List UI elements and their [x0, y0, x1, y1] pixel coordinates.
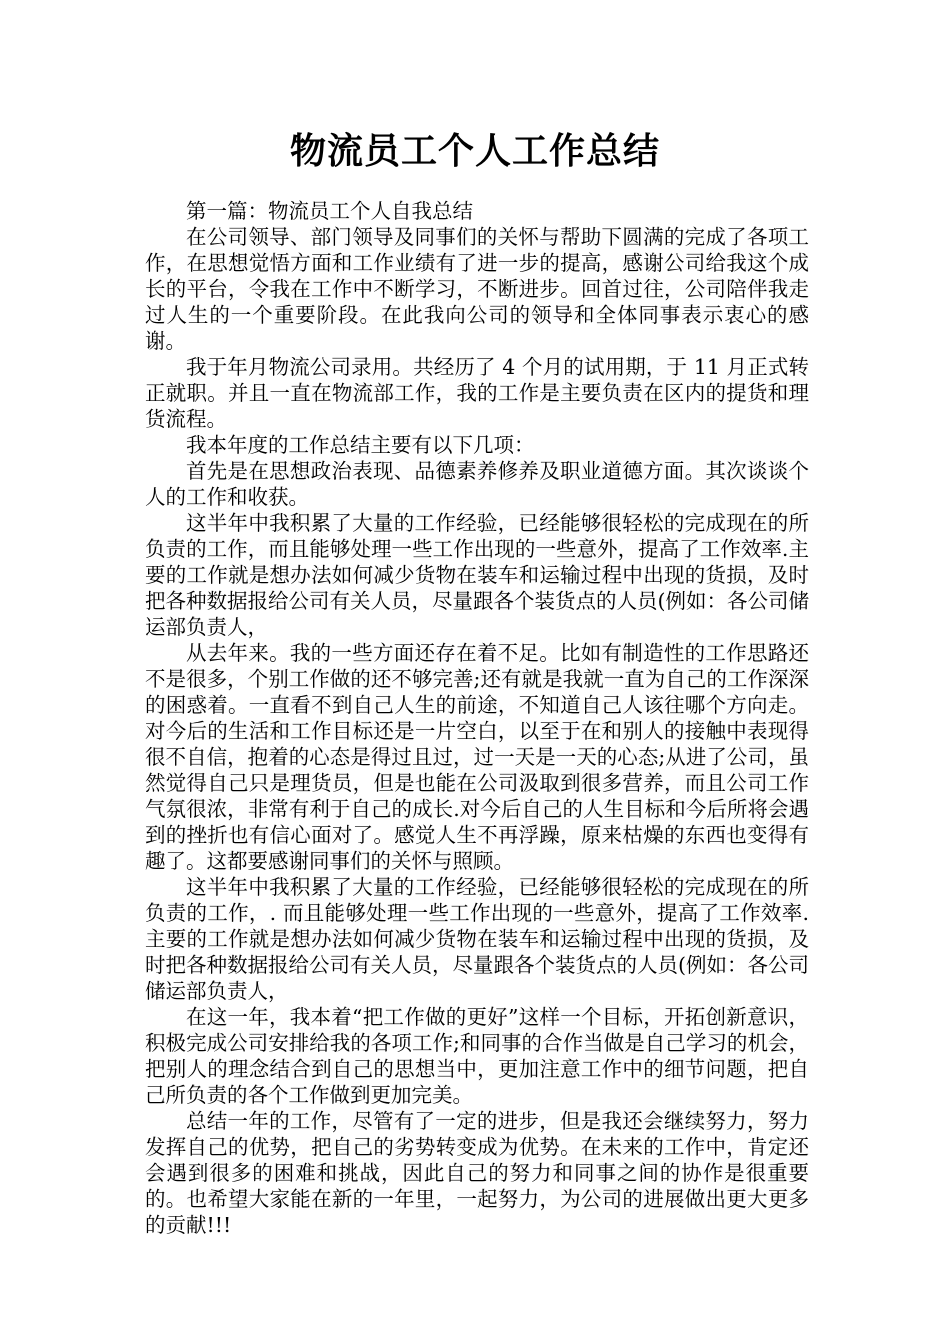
document-title: 物流员工个人工作总结: [289, 131, 660, 172]
paragraph: 我本年度的工作总结主要有以下几项：: [186, 433, 535, 457]
paragraph: 总结一年的工作，尽管有了一定的进步，但是我还会继续努力，努力发挥自己的优势，把自己的劣势转变成为优势。在未来的工作中，肯定还会遇到很多的困难和挑战，因此自己的努力和同事之间的协作是很重要的。也希望大家能在新的一年里，一起努力，为公司的进展做出更大更多的贡献!!!: [145, 1109, 809, 1237]
document-body: [145, 198, 809, 1238]
paragraph: 这半年中我积累了大量的工作经验，已经能够很轻松的完成现在的所负责的工作，而且能够处理一些工作出现的一些意外，提高了工作效率.主要的工作就是想办法如何减少货物在装车和运输过程中出现的货损，及时把各种数据报给公司有关人员，尽量跟各个装货点的人员(例如：各公司储运部负责人，: [145, 511, 809, 639]
paragraph: 首先是在思想政治表现、品德素养修养及职业道德方面。其次谈谈个人的工作和收获。: [145, 459, 809, 509]
paragraph: 从去年来。我的一些方面还存在着不足。比如有制造性的工作思路还不是很多，个别工作做的还不够完善;还有就是我就一直为自己的工作深深的困惑着。一直看不到自己人生的前途，不知道自己人该往哪个方向走。对今后的生活和工作目标还是一片空白，以至于在和别人的接触中表现得很不自信，抱着的心态是得过且过，过一天是一天的心态;从进了公司，虽然觉得自己只是理货员，但是也能在公司汲取到很多营养，而且公司工作气氛很浓，非常有利于自己的成长.对今后自己的人生目标和今后所将会遇到的挫折也有信心面对了。感觉人生不再浮躁，原来枯燥的东西也变得有趣了。这都要感谢同事们的关怀与照顾。: [145, 641, 809, 873]
paragraph: 在这一年，我本着“把工作做的更好”这样一个目标，开拓创新意识，积极完成公司安排给我的各项工作;和同事的合作当做是自己学习的机会，把别人的理念结合到自己的思想当中，更加注意工作中的细节问题，把自己所负责的各个工作做到更加完美。: [145, 1005, 809, 1107]
section-heading: 第一篇：物流员工个人自我总结: [186, 199, 473, 223]
paragraph: 在公司领导、部门领导及同事们的关怀与帮助下圆满的完成了各项工作，在思想觉悟方面和工作业绩有了进一步的提高，感谢公司给我这个成长的平台，令我在工作中不断学习，不断进步。回首过往，公司陪伴我走过人生的一个重要阶段。在此我向公司的领导和全体同事表示衷心的感谢。: [145, 225, 809, 353]
paragraph: 我于年月物流公司录用。共经历了 4 个月的试用期，于 11 月正式转正就职。并且一直在物流部工作，我的工作是主要负责在区内的提货和理货流程。: [145, 355, 809, 431]
paragraph: 这半年中我积累了大量的工作经验，已经能够很轻松的完成现在的所负责的工作，. 而且能够处理一些工作出现的一些意外，提高了工作效率.主要的工作就是想办法如何减少货物在装车和运输过程中出现的货损，及时把各种数据报给公司有关人员，尽量跟各个装货点的人员(例如：各公司储运部负责人，: [145, 875, 809, 1003]
